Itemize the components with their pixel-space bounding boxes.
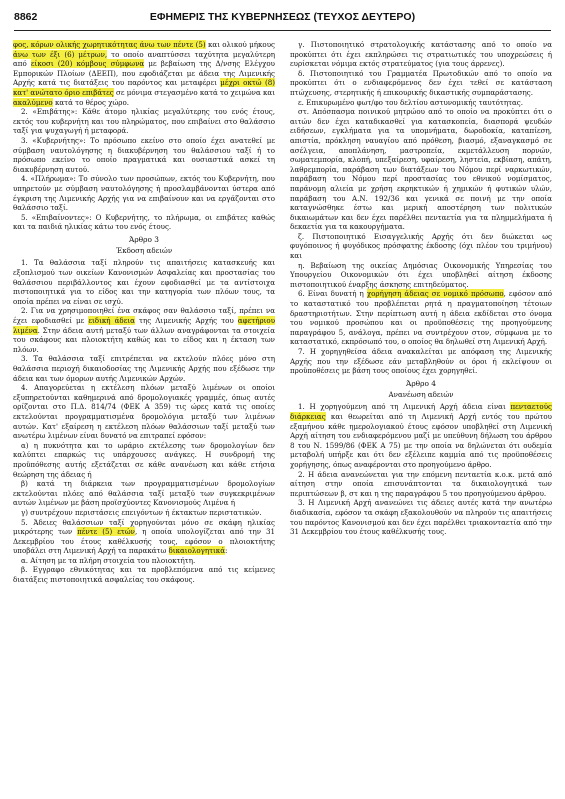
left-column [13, 40, 275, 792]
requirement-e: ε. Επικυρωμένο φωτ/φο του δελτίου αστυνομικής ταυτότητας. [298, 97, 524, 107]
article-3-paragraph-4b: β) κατά τη διάρκεια των προγραμματισμένων δρομολογίων εκτελούνται πλόες από θαλάσσια ταξί μεταξύ των συγκεκριμένων αυτών λιμένων με βάση προϊσχύοντες Κανονισμούς Λιμένα ή [13, 479, 275, 508]
definition-passenger: 2. «Επιβάτης»: Κάθε άτομο ηλικίας μεγαλύτερης του ενός έτους, εκτός του κυβερνήτη και του πληρώματος, που επιβαίνει στο θαλάσσιο ταξί για ψυχαγωγή ή μεταφορά. [13, 107, 275, 136]
requirement-c: γ. Πιστοποιητικό στρατολογικής κατάστασης από το οποίο να προκύπτει ότι έχει εκπληρώσει τις στρατιωτικές του υποχρεώσεις ή ευρίσκεται νόμιμα εκτός στρατεύματος (για τους άρρενες). [290, 40, 552, 69]
article-3-paragraph-1: 1. Τα θαλάσσια ταξί πληρούν τις απαιτήσεις κατασκευής και εξοπλισμού των οικείων Κανονισμών Ασφαλείας και προστασίας του θαλάσσιου περιβάλλοντος και έχουν εφοδιασθεί με τα αντίστοιχα πιστοποιητικά για το είδος και την κατηγορία των πλόων τους, τα οποία πρέπει να είναι σε ισχύ. [13, 258, 275, 306]
definition-captain: 3. «Κυβερνήτης»: Το πρόσωπο εκείνο στο οποίο έχει ανατεθεί με σύμβαση ναυτολόγησης η διακυβέρνηση του θαλάσσιου ταξί ή το πρόσωπο εκείνο το οποίο πραγματικά και ουσιαστικά ασκεί τη διακυβέρνηση αυτού. [13, 135, 275, 174]
requirement-z: ζ. Πιστοποιητικό Εισαγγελικής Αρχής ότι δεν διώκεται ως φυγόποινος ή φυγόδικος πρόσφατης έκδοσης (όχι πλέον του τριμήνου) και [290, 231, 552, 261]
article-3-paragraph-4a: α) η πυκνότητα και το ωράριο εκτέλεσης των δρομολογίων δεν καλύπτει επαρκώς τις υπάρχουσες ανάγκες. Η συνδρομή της προϋπόθεσης αυτής εξετάζεται σε κάθε ανανέωση και κάθε ετήσια θεώρηση της άδειας ή [13, 440, 275, 479]
definition-occupants: 5. «Επιβαίνοντες»: Ο Κυβερνήτης, το πλήρωμα, οι επιβάτες καθώς και τα παιδιά ηλικίας κάτω του ενός έτους. [13, 212, 275, 232]
article-4-paragraph-1: 1. Η χορηγούμενη από τη Λιμενική Αρχή άδεια είναι πενταετούς διάρκειας και θεωρείται από τη Λιμενική Αρχή εντός του πρώτου εξαμήνου κάθε ημερολογιακού έτους εφόσον υποβληθεί στη Λιμενική Αρχή αίτηση του ενδιαφερόμενου μαζί με υπεύθυνη δήλωση του άρθρου 8 του Ν. 1599/86 (ΦΕΚ Α 75) με την οποία να δηλώνεται ότι ουδεμία μεταβολή υπήρξε και ότι δεν εξέλειπε καμμία από τις προϋποθέσεις χορήγησης, όπως αναφέρονται στο προηγούμενο άρθρο. [290, 402, 552, 469]
highlight: ειδική άδεια [88, 316, 135, 326]
article-3-paragraph-7: 7. Η χορηγηθείσα άδεια ανακαλείται με απόφαση της Λιμενικής Αρχής που την εξέδωσε εάν μεταβληθούν οι όροι ή εκλείψουν οι προϋποθέσεις με βάση τους οποίους έχει χορηγηθεί. [290, 347, 552, 376]
article-3-paragraph-4: 4. Απαγορεύεται η εκτέλεση πλόων μεταξύ λιμένων οι οποίοι εξυπηρετούνται καθημερινά από δρομολογιακές γραμμές, όπως αυτές ορίζονται στο Π.Δ. 814/74 (ΦΕΚ Α 359) τις ώρες κατά τις οποίες εκτελούνται προγραμματισμένα δρομολόγια μεταξύ των λιμένων αυτών. Κατ' εξαίρεση η εκτέλεση πλόων θαλάσσιων ταξί μεταξύ των ανωτέρω λιμένων είναι δυνατό να επιτραπεί εφόσον: [13, 383, 275, 441]
page-header [14, 8, 551, 31]
article-3-subtitle: Έκδοση αδειών [115, 245, 173, 255]
requirement-st: στ. Απόσπασμα ποινικού μητρώου από το οποίο να προκύπτει ότι ο αιτών δεν έχει καταδικασθεί για κατασκοπεία, διασπορά ψευδών ειδήσεων, εγκλήματα για τα υπομνήματα, δωροδοκία, καταπίεση, απιστία, πρόκληση ναυαγίου από πρόθεση, βιασμό, εξαναγκασμό σε ασέλγεια, αποπλάνηση, μαστροπεία, εκμετάλλευση πορνών, σωματεμπορία, κλοπή, υπεξαίρεση, υφαίρεση, ληστεία, εκβίαση, απάτη, λαθρεμπορία, παράβαση των διατάξεων του Νόμου περί ναρκωτικών, παράβαση του Νόμου περί προστασίας του εθνικού νομίσματος, παράνομη αλιεία με χρήση εκρηκτικών ή χημικών ή φυτικών υλών, παράβαση του Α.Ν. 192/36 και γενικά σε ποινή με την οποία καταγνώσθηκε έστω και μερική αποστέρηση των πολιτικών δικαιωμάτων και δεν έχει παρέλθει πενταετία για τα πλημμελήματα ή δεκαετία για τα κακουργήματα. [290, 107, 552, 232]
highlight: πενταετούς διάρκειας [290, 402, 552, 421]
highlight: χορήγηση άδειας σε νομικό πρόσωπο [366, 289, 504, 299]
page-number: 8862 [14, 11, 38, 23]
requirement-d: δ. Πιστοποιητικό του Γραμματέα Πρωτοδικών από το οποίο να προκύπτει ότι ο ενδιαφερόμενος δεν έχει τεθεί σε κατάσταση πτώχευσης, στερητικής ή επικουρικής δικαστικής συμπαράστασης. [290, 68, 552, 97]
article-3-paragraph-2: 2. Για να χρησιμοποιηθεί ένα σκάφος σαν θαλάσσιο ταξί, πρέπει να έχει εφοδιασθεί με ειδική άδεια της Λιμενικής Αρχής του αφετήριου λιμένα. Στην άδεια αυτή μεταξύ των άλλων αναγράφονται τα στοιχεία του σκάφους και πλοιοκτήτη καθώς και το είδος και η έκταση των πλόων. [13, 306, 275, 354]
article-4-paragraph-3: 3. Η Λιμενική Αρχή ανανεώνει τις άδειες αυτές κατά την ανωτέρω διαδικασία, εφόσον τα σκάφη εξακολουθούν να πληρούν τις απαιτήσεις του παρόντος Κανονισμού και δεν έχει παρέλθει τριακονταετία από την 31 Δεκεμβρίου του έτους καθέλκυσής τους. [290, 498, 552, 537]
article-3-paragraph-5: 5. Άδειες θαλάσσιων ταξί χορηγούνται μόνο σε σκάφη ηλικίας μικρότερης των πέντε (5) ετών, η οποία υπολογίζεται από την 31 Δεκεμβρίου του έτους καθέλκυσής τους, εφόσον ο πλοιοκτήτης υποβάλει στη Λιμενική Αρχή τα παρακάτω δικαιολογητικά: [13, 517, 275, 556]
highlight: ακαλύμενο [13, 97, 53, 107]
article-3-paragraph-5b: β. Εγγραφο εθνικότητας και τα προβλεπόμενα από τις κείμενες διατάξεις πιστοποιητικά ασφαλείας του σκάφους. [13, 565, 275, 585]
article-4-title: Άρθρο 4 [406, 378, 436, 388]
article-3-paragraph-4c: γ) συντρέχουν περιστάσεις επειγόντων ή έκτακτων περιστατικών. [21, 507, 262, 517]
definition-crew: 4. «Πλήρωμα»: Το σύνολο των προσώπων, εκτός του Κυβερνήτη, που υπηρετούν με σύμβαση ναυτολόγησης ή προσλαμβάνονται ύστερα από έγκριση της Λιμενικής Αρχής για να επιβαίνουν και να εργάζονται στο θαλάσσιο ταξί. [13, 174, 275, 213]
journal-title: ΕΦΗΜΕΡΙΣ ΤΗΣ ΚΥΒΕΡΝΗΣΕΩΣ (ΤΕΥΧΟΣ ΔΕΥΤΕΡΟ) [149, 11, 416, 23]
highlight: πέντε (5) ετών [77, 527, 135, 537]
article-3-paragraph-5a: α. Αίτηση με τα πλήρη στοιχεία του πλοιοκτήτη. [21, 555, 196, 565]
requirement-h: η. Βεβαίωση της οικείας Δημόσιας Οικονομικής Υπηρεσίας του Υπουργείου Οικονομικών ότι έχει υποβληθεί αίτηση έκδοσης πιστοποιητικού έναρξης άσκησης επιτηδεύματος. [290, 260, 552, 289]
highlight: αφετήριου λιμένα [13, 316, 275, 335]
highlight: είκοσι (20) κόμβους σύμφωνα [30, 59, 145, 69]
definition-paragraph-1: φος, κόρων ολικής χωρητικότητας άνω των πέντε (5) και ολικού μήκους άνω των έξι (6) μέτρων, το οποίο αναπτύσσει ταχύτητα μεγαλύτερη από είκοσι (20) κόμβους σύμφωνα με βεβαίωση της Δ/νσης Ελέγχου Εμπορικών Πλοίων (ΔΕΕΠ), που εφοδιάζεται με άδεια της Λιμενικής Αρχής κατά τις διατάξεις του παρόντος και μεταφέρει μέχρι οκτώ (8) κατ' ανώτατο όριο επιβάτες σε μόνιμα στεγασμένο κατά το χειμώνα και ακαλύμενο κατά το θέρος χώρο. [13, 40, 275, 107]
article-3-paragraph-6: 6. Είναι δυνατή η χορήγηση άδειας σε νομικό πρόσωπο, εφόσον από το καταστατικό του προβλέπεται ρητά η πραγματοποίηση τέτοιων δραστηριοτήτων. Στην περίπτωση αυτή η άδεια εκδίδεται στο όνομα του νομικού προσώπου και οι προϋποθέσεις της προηγούμενης παραγράφου 5, ανάλογα, πρέπει να συντρέχουν στον, σύμφωνα με το καταστατικό, εκπρόσωπό του, ο οποίος θα δηλωθεί στη Λιμενική Αρχή. [290, 289, 552, 347]
article-3-paragraph-3: 3. Τα θαλάσσια ταξί επιτρέπεται να εκτελούν πλόες μόνο στη θαλάσσια περιοχή δικαιοδοσίας της Λιμενικής Αρχής που εξέδωσε την άδεια και των όμορων αυτής Λιμενικών Αρχών. [13, 354, 275, 383]
article-4-paragraph-2: 2. Η άδεια ανανεώνεται για την επόμενη πενταετία κ.ο.κ. μετά από αίτηση στην οποία επισυνάπτονται τα δικαιολογητικά των περιπτώσεων β, στ και η της παραγράφου 5 του προηγούμενου άρθρου. [290, 469, 552, 498]
article-4-subtitle: Ανανέωση αδειών [388, 389, 454, 399]
article-3-title: Άρθρο 3 [129, 234, 159, 244]
highlight: άνω των έξι (6) μέτρων, [13, 49, 108, 59]
highlight: δικαιολογητικά [168, 546, 226, 556]
highlight: φος, κόρων ολικής χωρητικότητας άνω των πέντε (5) [13, 40, 206, 49]
highlight: μέχρι οκτώ (8) κατ' ανώτατο όριο επιβάτες [13, 78, 275, 97]
right-column [290, 40, 552, 792]
